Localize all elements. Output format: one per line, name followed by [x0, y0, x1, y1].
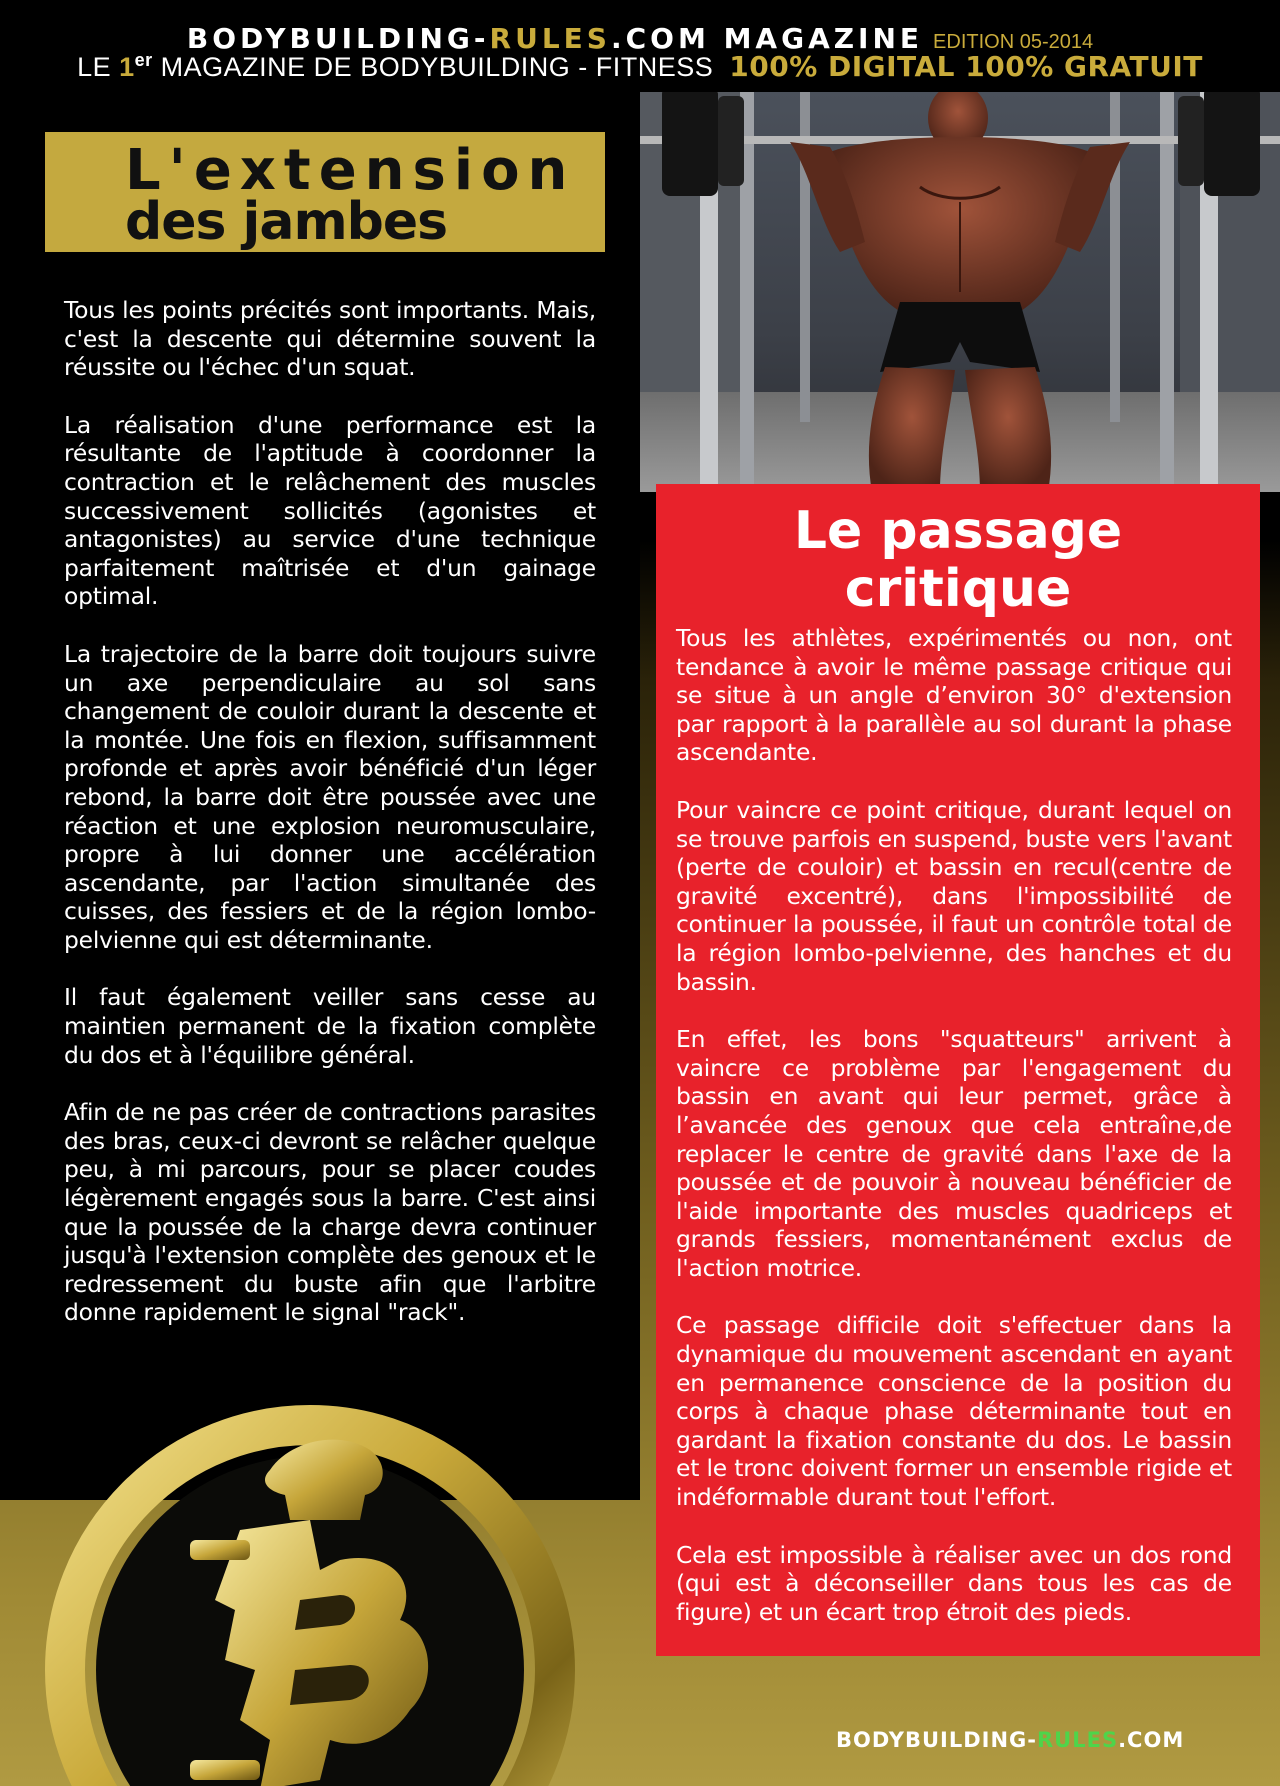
edition-label: EDITION 05-2014	[933, 31, 1094, 53]
masthead	[0, 0, 1280, 92]
footer-suffix: .COM	[1118, 1728, 1185, 1752]
footer-site-link[interactable]	[836, 1728, 1184, 1752]
tagline-highlight: 100% DIGITAL 100% GRATUIT	[729, 50, 1203, 83]
footer-highlight: RULES	[1037, 1728, 1119, 1752]
brand-prefix: BODYBUILDING-	[186, 22, 490, 55]
left-title-line-2: des jambes	[125, 192, 448, 252]
tagline-number: 1	[119, 52, 135, 82]
squat-rack-bodybuilder-photo	[640, 92, 1280, 492]
right-title	[656, 502, 1260, 618]
tagline-middle: MAGAZINE DE BODYBUILDING - FITNESS	[152, 52, 722, 82]
left-paragraph: La trajectoire de la barre doit toujours suivre un axe perpendiculaire au sol sans changement de couloir durant la descente et la montée. Une fois en flexion, suffisamment profonde et après avoir bénéficié d'un léger rebond, la barre doit être poussée avec une réaction et une explosion neuromusculaire, propre à lui donner une accélération ascendante, par l'action simultanée des cuisses, des fessiers et de la région lombo-pelvienne qui est déterminante.	[64, 639, 596, 954]
masthead-tagline	[0, 50, 1280, 83]
tagline-start: LE	[77, 52, 120, 82]
left-paragraph: Tous les points précités sont importants. Mais, c'est la descente qui détermine souvent la réussite ou l'échec d'un squat.	[64, 296, 596, 382]
brand-highlight: RULES	[489, 22, 611, 55]
logo-graphic	[40, 1380, 600, 1786]
left-title-box	[45, 132, 605, 252]
footer-prefix: BODYBUILDING-	[836, 1728, 1037, 1752]
tagline-superscript: er	[134, 50, 153, 70]
right-paragraph: Cela est impossible à réaliser avec un dos rond (qui est à déconseiller dans tous les cas de figure) et un écart trop étroit des pieds.	[676, 1540, 1232, 1626]
right-title-line-2: critique	[844, 559, 1072, 619]
left-title-line-1: L'extension	[125, 138, 576, 203]
left-paragraph: Afin de ne pas créer de contractions parasites des bras, ceux-ci devront se relâcher quelque peu, à mi parcours, pour se placer coudes légèrement engagés sous la barre. C'est ainsi que la poussée de la charge devra continuer jusqu'à l'extension complète des genoux et le redressement du buste afin que l'arbitre donne rapidement le signal "rack".	[64, 1098, 596, 1327]
right-paragraph: Ce passage difficile doit s'effectuer dans la dynamique du mouvement ascendant en ayant en permanence conscience de la position du corps à chaque phase déterminante tout en gardant la fixation constante du dos. Le bassin et le tronc doivent former un ensemble rigide et indéformable durant tout l'effort.	[676, 1311, 1232, 1512]
right-paragraph: En effet, les bons "squatteurs" arrivent à vaincre ce problème par l'engagement du bassin en avant qui leur permet, grâce à l’avancée des genoux que cela entraîne,de replacer le centre de gravité dans l'axe de la poussée et de pouvoir à nouveau bénéficier de l'aide importante des muscles quadriceps et grands fessiers, momentanément exclus de l'action motrice.	[676, 1025, 1232, 1282]
left-paragraph: La réalisation d'une performance est la résultante de l'aptitude à coordonner la contraction et le relâchement des muscles successivement sollicités (agonistes et antagonistes) au service d'une technique parfaitement maîtrisée et d'un gainage optimal.	[64, 410, 596, 611]
right-article-box	[656, 484, 1260, 1656]
right-article-body	[676, 624, 1232, 1655]
right-paragraph: Tous les athlètes, expérimentés ou non, ont tendance à avoir le même passage critique qui se situe à un angle d’environ 30° d'extension par rapport à la parallèle au sol durant la phase ascendante.	[676, 624, 1232, 767]
brand-suffix: .COM MAGAZINE	[610, 22, 924, 55]
right-paragraph: Pour vaincre ce point critique, durant lequel on se trouve parfois en suspend, buste vers l'avant (perte de couloir) et bassin en recul(centre de gravité excentré), dans l'impossibilité de continuer la poussée, il faut un contrôle total de la région lombo-pelvienne, des hanches et du bassin.	[676, 795, 1232, 996]
squat-photo	[640, 92, 1280, 492]
right-title-line-1: Le passage	[793, 501, 1123, 561]
left-article-body	[64, 296, 596, 1356]
bodybuilding-rules-b-logo-icon	[40, 1380, 600, 1786]
left-paragraph: Il faut également veiller sans cesse au maintien permanent de la fixation complète du dos et à l'équilibre général.	[64, 983, 596, 1069]
